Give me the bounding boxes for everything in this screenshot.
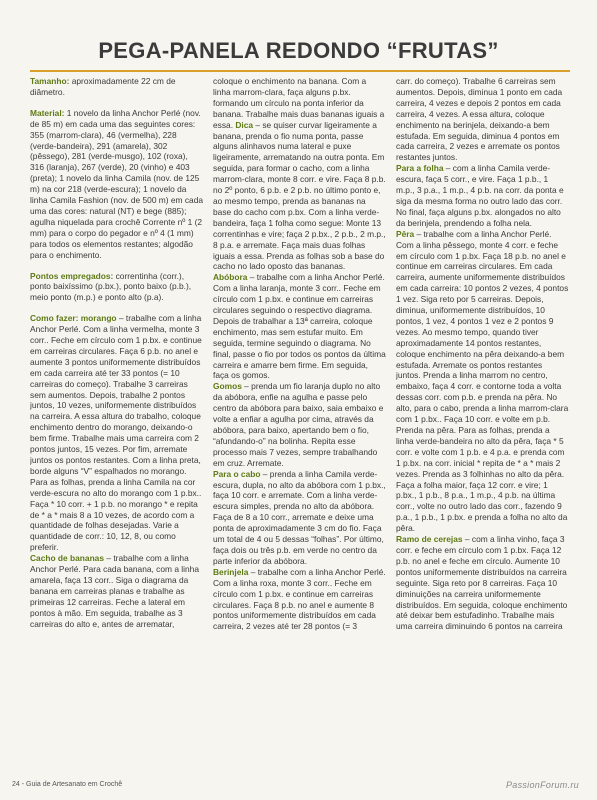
article-body [30,76,570,776]
paragraph-bananas [30,553,203,629]
heading-segments: Gomos [213,381,242,392]
paragraph-bananas-cont [213,76,386,272]
paragraph-pumpkin [213,272,386,381]
paragraph-segments [213,381,386,468]
paragraph-cherries [396,534,569,632]
heading-pear: Pêra [396,228,415,239]
text-leaf: – com a linha Camila verde-escura, faça 5 corr., e vire. Faça 1 p.b., 1 m.p., 3 p.a., 1 m.p., 4 p.b. na corr. da ponta e siga da mesma forma no outro lado das corr. No final, faça alguns p.bx. alongados no alto da berinjela, prendendo a folha nela. [396,163,564,228]
paragraph-leaf [396,163,569,228]
watermark: PassionForum.ru [505,780,579,790]
page-title: PEGA-PANELA REDONDO “FRUTAS” [98,38,499,63]
heading-size: Tamanho: [30,76,70,86]
text-pumpkin: – trabalhe com a linha Anchor Perlé. Com a linha laranja, monte 3 corr.. Feche em círculo com 1 p.bx. e continue em carreiras circulares seguindo o respectivo diagrama. Depois de trabalhar a 13ª carreira, coloque enchimento, mas sem estufar muito. Em seguida, termine seguindo o diagrama. No final, passe o fio por todos os pontos da última carreira e amarre bem firme. Em seguida, faça os gomos. [213,272,386,381]
text-segments: – prenda um fio laranja duplo no alto da abóbora, enfie na agulha e passe pelo centro da abóbora para baixo, saia embaixo e volte a enfiar a agulha por cima, através da abóbora, para baixo, apertando bem o fio, “afundando-o” na bolinha. Repita esse processo mais 7 vezes, sempre trabalhando em cruz. Arremate. [213,381,384,468]
heading-eggplant: Berinjela [213,566,249,577]
paragraph-pear [396,229,569,534]
text-stitches: correntinha (corr.), ponto baixíssimo (p.bx.), ponto baixo (p.b.), meio ponto (m.p.) e ponto alto (p.a). [30,270,192,303]
heading-stem: Para o cabo [213,468,261,479]
column-1 [30,76,203,776]
paragraph-size [30,76,203,98]
heading-strawberry: Como fazer: morango [30,313,117,324]
heading-leaf: Para a folha [396,163,444,174]
heading-stitches: Pontos empregados: [30,270,114,281]
text-bananas: – trabalhe com a linha Anchor Perlé. Para cada banana, com a linha amarela, faça 13 corr.. Siga o diagrama da banana em carreiras planas e trabalhe as primeiras 12 carreiras. Feche a lateral em pontos à mão. Em seguida, trabalhe as 3 carreiras do alto e, antes de arrematar, [30,553,200,629]
heading-tip: Dica [235,119,254,130]
paragraph-stitches [30,271,203,304]
text-pear: – trabalhe com a linha Anchor Perlé. Com a linha pêssego, monte 4 corr. e feche em círculo com 1 p.bx. Faça 18 p.b. no anel e continue em carreiras circulares. Em cada carreira, aumente uniformemente distribuídos em cada carreira: 10 pontos 2 vezes, 4 pontos 1 vez. Siga reto por 5 carreiras. Depois, diminua, uniformemente distribuídos, 10 pontos, 1 vez, 4 pontos 1 vez e 2 pontos 9 vezes. Ao mesmo tempo, quando tiver aproximadamente 14 pontos restantes, coloque enchimento na pêra deixando-a bem estufada. Arremate os pontos restantes juntos. Prenda a linha marrom no centro, embaixo, faça 4 corr. e contorne toda a volta dessas corr. com p.b. e prenda na pêra. No alto, para o cabo, prenda a linha marrom-clara com 1 p.bx.. Faça 10 corr. e volte em p.b. Prenda na pêra. Para as folhas, prenda a linha verde-bandeira no alto da pêra, faça * 5 corr. e volte com 1 p.b. e 4 p.a. e prenda com 1 p.bx. na corr. inicial * repita de * a * mais 2 vezes. Prenda as 3 folhinhas no alto da pêra. Faça a folha maior, faça 12 corr. e vire; 1 p.bx., 1 p.b., 8 p.a., 1 m.p., 4 p.b. na última corr., volte no outro lado das corr., fazendo 9 p.a., 1 p.b., 1 p.bx. e prenda a folha no alto da pêra. [396,228,569,534]
text-material: 1 novelo da linha Anchor Perlé (nov. de 85 m) em cada uma das seguintes cores: 355 (marrom-clara), 46 (vermelha), 228 (verde-bandeira), 291 (amarela), 302 (pêssego), 281 (verde-musgo), 102 (roxa), 316 (laranja), 267 (verde), 20 (vinho) e 403 (preta); 1 novelo da linha Camila (nov. de 125 m) na cor 218 (verde-escura); 1 novelo da linha Camila Fashion (nov. de 500 m) em cada uma das cores: natural (NT) e bege (885); agulha niquelada para crochê Corrente nº 1 (2 mm) para o corpo do pegador e nº 4 (1 mm) para todos os elementos restantes; algodão para o enchimento. [30,107,203,260]
text-bananas-cont: coloque o enchimento na banana. Com a linha marrom-clara, faça alguns p.bx. formando um círculo na ponta inferior da banana. Trabalhe mais duas bananas iguais a essa. [213,76,385,130]
paragraph-strawberry [30,313,203,553]
paragraph-stem [213,469,386,567]
paragraph-eggplant-cont [396,76,569,163]
heading-pumpkin: Abóbora [213,272,248,283]
text-tip: – se quiser curvar ligeiramente a banana, prenda o fio numa ponta, passe alguns alinhavos numa lateral e puxe ligeiramente, arrematando na outra ponta. Em seguida, para formar o cacho, com a linha marrom-clara, monte 8 corr. e vire. Faça 8 p.b. no 2º ponto, 6 p.b. e 2 p.b. no último ponto e, ao mesmo tempo, prenda as bananas na base do cacho com p.bx. Com a linha verde-bandeira, faça 1 folha como segue: Monte 13 correntinhas e vire; faça 2 p.bx., 2 p.b., 2 m.p., 8 p.a. e arremate. Faça mais duas folhas iguais a essa. Prenda as folhas sob a base do cacho no lado oposto das bananas. [213,119,386,272]
heading-bananas: Cacho de bananas [30,553,105,564]
text-strawberry: – trabalhe com a linha Anchor Perlé. Com a linha vermelha, monte 3 corr.. Feche em círculo com 1 p.bx. e continue em carreiras circulares. Faça 6 p.b. no anel e aumente 3 pontos uniformemente distribuídos em cada carreira até ter 33 pontos (= 10 carreiras do começo). Trabalhe 3 carreiras sem aumentos. Depois, trabalhe 2 pontos juntos, 10 vezes, uniformemente distribuídos na carreira. A essa altura do trabalho, coloque enchimento dentro do morango, deixando-o bem firme. Trabalhe mais uma carreira com 2 pontos juntos, 15 vezes. Por fim, arremate juntos os pontos restantes. Com a linha preta, borde alguns “V” espalhados no morango. Para as folhas, prenda a linha Camila na cor verde-escura no alto do morango com 1 p.bx.. Faça * 10 corr. + 1 p.b. no morango * e repita de * a * mais 8 a 10 vezes, de acordo com a quantidade de folhas desejadas. Varie a quantidade de corr.: 10, 12, 8, ou como preferir. [30,313,202,553]
text-eggplant: – trabalhe com a linha Anchor Perlé. Com a linha roxa, monte 3 corr.. Feche em círculo com 1 p.bx. e continue em carreiras circulares. Faça 8 p.b. no anel e aumente 8 pontos uniformemente distribuídos em cada carreira, 2 vezes até ter 28 pontos (= 3 [213,566,386,632]
text-cherries: – com a linha vinho, faça 3 corr. e feche em círculo com 1 p.bx. Faça 12 p.b. no anel e feche em círculo. Aumente 10 pontos uniformemente distribuídos na carreira seguinte. Siga reto por 8 carreiras. Faça 10 diminuições na carreira uniformemente distribuídos. Em seguida, coloque enchimento até deixar bem estufadinho. Trabalhe mais uma carreira diminuindo 6 pontos na carreira [396,534,568,632]
title-divider [30,70,570,72]
text-stem: – prenda a linha Camila verde-escura, dupla, no alto da abóbora com 1 p.bx., faça 10 corr. e arremate. Com a linha verde-escura simples, prenda no alto da abóbora. Faça de 8 a 10 corr., arremate e deixe uma ponta de aproximadamente 3 cm do fio. Faça um total de 4 ou 5 dessas “folhas”. Por último, faça dois ou três p.b. em verde no centro da parte inferior da abóbora. [213,468,386,566]
column-3 [396,76,569,776]
column-2 [213,76,386,776]
page-footer: 24 - Guia de Artesanato em Crochê [12,781,123,788]
paragraph-material [30,108,203,261]
heading-cherries: Ramo de cerejas [396,534,463,545]
paragraph-eggplant [213,567,386,632]
heading-material: Material: [30,107,65,118]
text-eggplant-cont: carr. do começo). Trabalhe 6 carreiras sem aumentos. Depois, diminua 1 ponto em cada carreira, 4 vezes e depois 2 pontos em cada carreira, 4 vezes. A essa altura, coloque enchimento na berinjela, deixando-a bem estufada. Em seguida, diminua 4 pontos em cada carreira, 2 vezes e arremate os pontos restantes juntos. [396,76,563,163]
text-size: aproximadamente 22 cm de diâmetro. [30,76,176,97]
